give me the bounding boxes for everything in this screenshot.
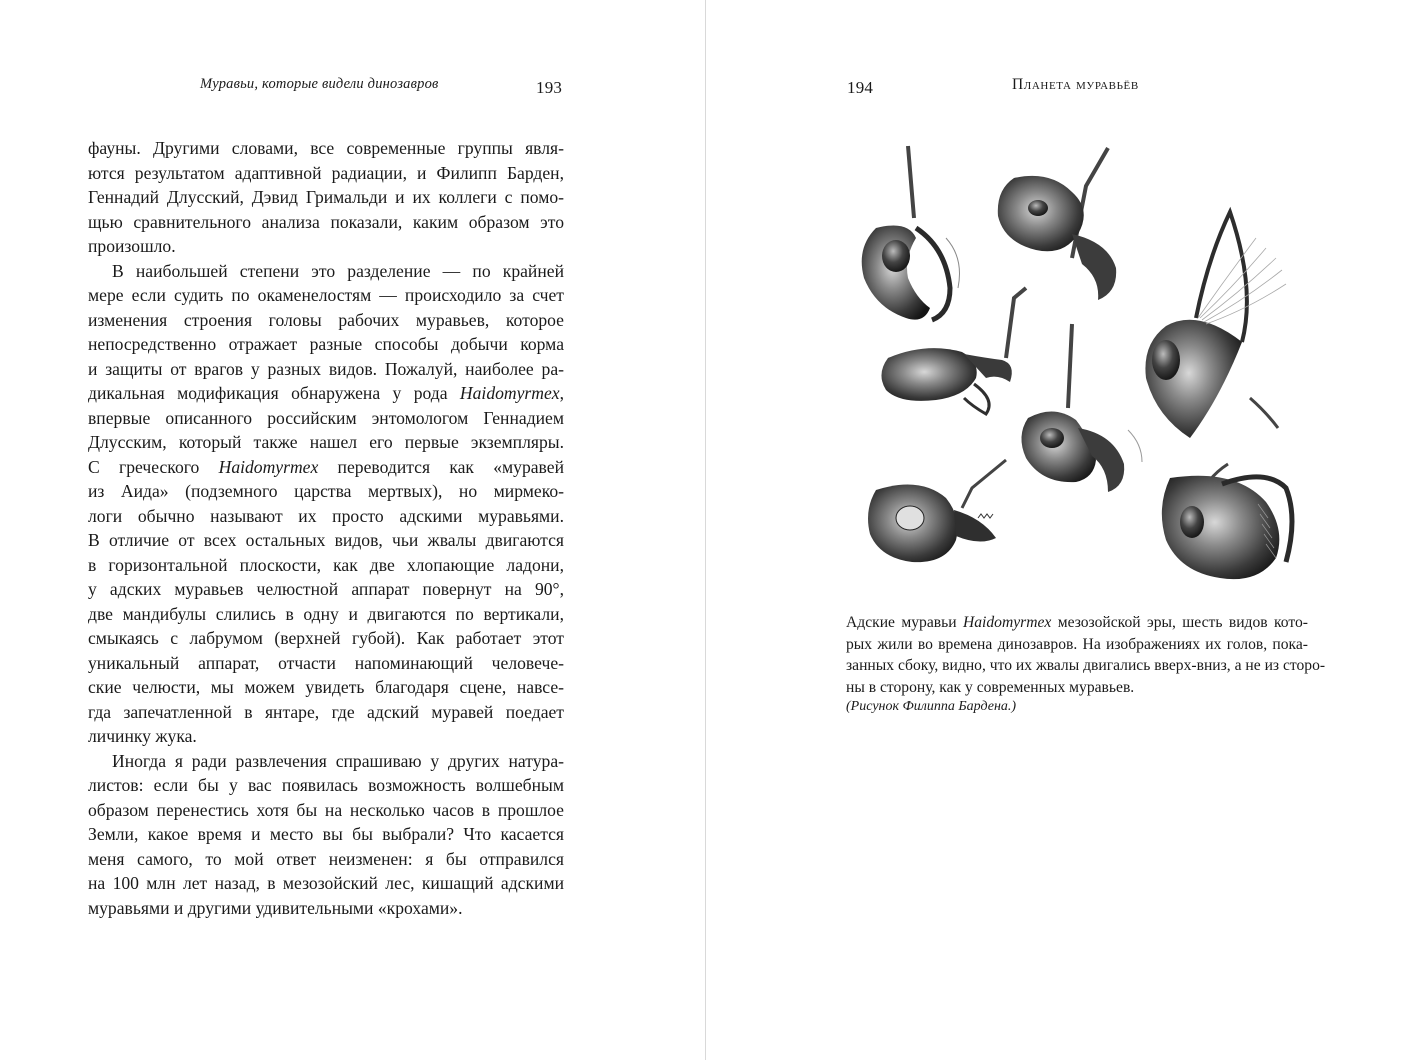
text-line: из Аида» (подземного царства мертвых), но мирмеко-: [88, 481, 564, 501]
text-line: и защиты от врагов у разных видов. Пожалуй, наиболее ра-: [88, 358, 564, 379]
text-line: личинку жука.: [88, 726, 197, 746]
text-line: муравьями и другими удивительными «крохами».: [88, 897, 463, 918]
running-head-right: Планета муравьёв: [1012, 76, 1139, 93]
text-line: мере если судить по окаменелостям — происходило за счет: [88, 285, 564, 305]
text-run: переводится как «муравей: [318, 456, 564, 477]
running-head-left: Муравьи, которые видели динозавров: [200, 76, 439, 92]
text-line: щью сравнительного анализа показали, каким образом это: [88, 211, 564, 232]
text-line: смыкаясь с лабрумом (верхней губой). Как работает этот: [88, 628, 564, 648]
text-line: Длусским, который также нашел его первые экземпляры.: [88, 432, 564, 452]
text-run: дикальная модификация обнаружена у рода: [88, 383, 448, 403]
text-line: Иногда я ради развлечения спрашиваю у других натура-: [112, 750, 564, 771]
body-text: [88, 136, 564, 920]
caption-line: ны в сторону, как у современных муравьев.: [846, 678, 1135, 696]
text-line: изменения строения головы рабочих муравьев, которое: [88, 309, 564, 330]
page-number-left: 193: [536, 78, 563, 97]
caption-line: занных сбоку, видно, что их жвалы двигались вверх-вниз, а не из сторо-: [846, 657, 1326, 674]
text-line: произошло.: [88, 236, 176, 256]
ant-head-7: [1162, 464, 1292, 579]
figure-credit: (Рисунок Филиппа Бардена.): [846, 699, 1017, 714]
text-line: уникальный аппарат, отчасти напоминающий человече-: [88, 652, 564, 673]
text-line: В отличие от всех остальных видов, чьи жвалы двигаются: [88, 530, 564, 550]
text-line: на 100 млн лет назад, в мезозойский лес, кишащий адскими: [88, 873, 564, 893]
genus-name: Haidomyrmex: [962, 614, 1052, 631]
genus-name: Haidomyrmex: [459, 383, 560, 403]
text-line: фауны. Другими словами, все современные группы явля-: [88, 138, 564, 158]
text-line: образом перенестись хотя бы на несколько часов в прошлое: [88, 799, 564, 820]
text-line: Земли, какое время и место вы бы выбрали? Что касается: [88, 824, 564, 844]
text-line: ются результатом адаптивной радиации, и Филипп Барден,: [88, 162, 564, 183]
ant-head-5: [1021, 324, 1142, 492]
right-page: [706, 0, 1410, 1060]
text-line: у адских муравьев челюстной аппарат повернут на 90°,: [88, 579, 564, 599]
text-line: [88, 381, 564, 406]
text-line: логи обычно называют их просто адскими муравьями.: [88, 505, 564, 526]
page-number-right: 194: [847, 78, 874, 97]
text-line: меня самого, то мой ответ неизменен: я бы отправился: [88, 848, 564, 869]
ant-head-3: [1145, 212, 1286, 438]
ant-heads-illustration: [846, 138, 1316, 588]
text-line: впервые описанного российским энтомологом Геннадием: [88, 407, 564, 428]
text-line: Геннадий Длусский, Дэвид Гримальди и их коллеги с помо-: [88, 187, 564, 207]
caption-line: рых жили во времена динозавров. На изображениях их голов, пока-: [846, 635, 1308, 653]
ant-head-2: [998, 148, 1116, 300]
text-line: [88, 455, 564, 480]
text-line: В наибольшей степени это разделение — по крайней: [112, 260, 564, 281]
text-line: ские челюсти, мы можем увидеть благодаря сцене, навсе-: [88, 677, 564, 697]
text-line: листов: если бы у вас появилась возможность волшебным: [88, 775, 564, 795]
ant-head-6: [868, 460, 1006, 562]
text-line: в горизонтальной плоскости, как две хлопающие ладони,: [88, 554, 564, 575]
text-line: две мандибулы слились в одну и двигаются по вертикали,: [88, 603, 564, 624]
figure-caption: [846, 612, 1326, 716]
text-run: ,: [559, 383, 564, 403]
text-line: гда запечатленной в янтаре, где адский муравей поедает: [88, 701, 564, 722]
text-run: С греческого: [88, 456, 200, 477]
caption-line: [846, 612, 1308, 634]
genus-name: Haidomyrmex: [218, 456, 319, 477]
ant-head-1: [862, 146, 960, 320]
text-line: непосредственно отражает разные способы добычи корма: [88, 334, 564, 354]
text-run: мезозойской эры, шесть видов кото-: [1051, 614, 1309, 631]
text-run: Адские муравьи: [846, 614, 963, 631]
